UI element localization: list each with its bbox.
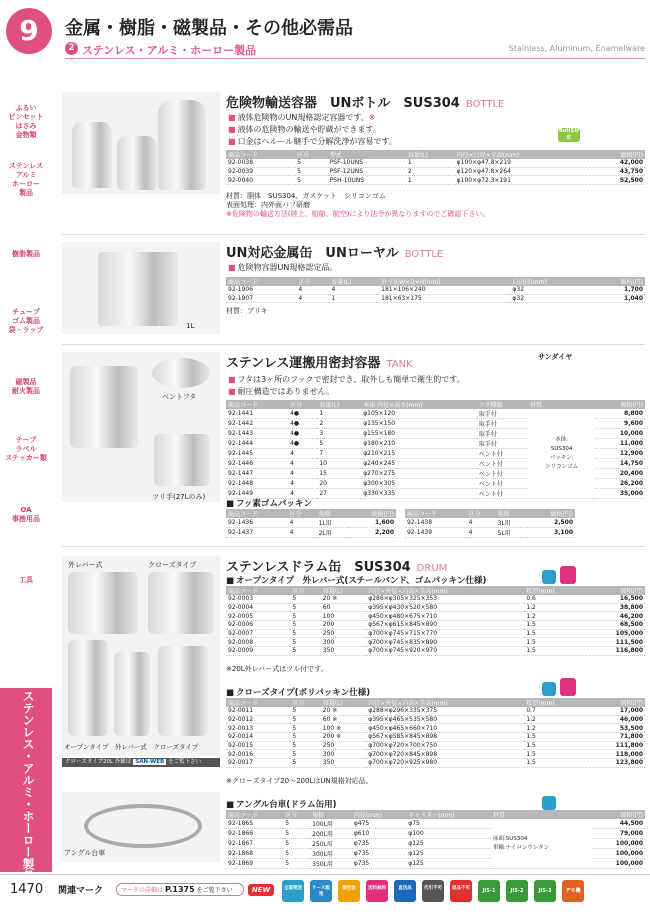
drum-open-note: ※20L外レバー式はツル付です。 [226,665,328,673]
can-body [98,252,178,326]
un-bottle-bullet: ■ 口金はヘルール継手で分解洗浄が容易です。 [228,136,397,147]
table-row: 92-0040 5 PSH-10UNS 1 φ100×φ72.3×191 52,500 [228,176,643,184]
table-row: 92-0013 5 100 ※ φ450×φ465×660×710 1.2 53,500 [228,724,643,732]
section-header [65,42,645,59]
drum-lever [114,652,150,736]
side-nav-item-tools[interactable]: ふるい ピンセット はさみ 金物類 [8,104,44,139]
table-row: 92-0004 5 60 φ395×φ430×520×580 1.2 38,800 [228,604,643,612]
un-bottle-note: 材質：胴体 SUS304、ガスケット シリコンゴム [226,192,386,200]
divider [62,546,645,547]
table-row: 92-0006 5 200 φ567×φ615×845×890 1.5 68,500 [228,621,643,629]
cart-caption: アングル台車 [64,849,106,857]
page-title: 金属・樹脂・磁製品・その他必需品 [65,18,353,39]
table-row: 92-0016 5 300 φ700×φ720×845×898 1.5 118,000 [228,750,643,758]
tank-bullet: ■ フタは3ヶ所のフックで密封でき、取外しも簡単で衛生的です。 [228,374,465,385]
un-royal-table: 商品コード 区分 容量(L) 外寸法W×D×H(mm) 口内径(mm) 価格(円) 92-1906 4 4 181×106×240 φ32 1,700 92-1907 4 1 181×63×175 φ32 1,040 [228,279,643,303]
jis2-icon: JIS-2 [506,880,528,902]
cart-ring [84,804,202,848]
packing-table-right: 商品コード 区分 規格 価格(円) 92-1438 4 3L用 2,500 92-1439 4 5L用 3,100 [407,511,573,537]
table-row: 92-1906 4 4 181×106×240 φ32 1,700 [228,286,643,294]
un-bottle-bullet: ■ 液体の危険物の輸送や貯蔵ができます。 [228,124,381,135]
nationwide-icon [542,682,556,696]
cod-unavailable-icon: 代引不可 [422,880,444,902]
direct-ship-icon: 直送品 [394,880,416,902]
table-row: 92-1443 4● 3 φ155×180 取手付 10,000 [228,430,643,438]
drum-closed-note: ※クローズタイプ20〜200LはUN規格対応品。 [226,777,373,785]
tank-title: ステンレス運搬用密封容器 TANK [226,356,413,371]
un-royal-image [62,242,220,334]
free-shipping-mark-icon: 送料無料 [366,880,388,902]
table-row: 92-1445 4 7 φ210×215 ベント付 12,900 [228,450,643,458]
free-shipping-icon [560,566,576,584]
packing-title: ■ フッ素ゴムパッキン [226,497,312,509]
demo-unit-icon: デモ機 [562,880,584,902]
tank-brand: サンダイヤ [538,353,573,361]
table-row: 92-0009 5 350 φ700×φ745×920×970 1.5 116,800 [228,647,643,655]
table-row: 92-1867 5 250L用 φ735 φ125 100,000 [228,840,643,848]
un-bottle-warning: ※危険物の輸送方法(陸上、船舶、航空)により法令が異なりますのでご確認下さい。 [226,210,490,218]
table-row: 92-1436 4 1L用 1,600 [228,519,394,527]
drum-caption-lever: 外レバー式 [68,561,103,569]
mark-detail-box[interactable]: マークの詳細は P.1375 をご覧下さい [116,883,244,896]
un-royal-material: 材質：ブリキ [226,307,268,315]
drum-closed-title: ■ クローズタイプ(ポリパッキン仕様) [226,686,370,698]
table-row: 92-1449 4 27 φ330×335 ベント付 35,000 [228,490,643,498]
jis1-icon: JIS-1 [478,880,500,902]
table-row: 92-1869 5 350L用 φ735 φ125 100,000 [228,860,643,868]
table-row: 92-1444 4● 5 φ180×210 取手付 11,000 [228,440,643,448]
un-bottle-note: 表面処理：内外面バフ研磨 [226,201,310,209]
related-marks-label: 関連マーク [58,886,104,896]
side-nav-active-label[interactable]: ステンレス・アルミ・ホーロー製品 [21,690,35,882]
divider [62,344,645,345]
side-nav-item-stainless[interactable]: ステンレス アルミ ホーロー 製品 [8,162,44,197]
table-row: 92-1437 4 2L用 2,200 [228,529,394,537]
table-row: 92-1441 4● 1 φ105×120 取手付 本体: SUS304 パッキン: シリコンゴム 8,800 [226,409,645,419]
case-sale-icon: ケース販売 [310,880,332,902]
table-row: 92-1446 4 10 φ240×245 ベント付 14,750 [228,460,643,468]
new-icon: NEW [248,884,274,896]
table-row: 92-1866 5 200L用 φ610 φ100 79,000 [228,830,643,838]
jis3-icon: JIS-3 [534,880,556,902]
chapter-badge: 9 [6,8,52,54]
individual-pack-icon: 個包装 [338,880,360,902]
nationwide-icon [542,570,556,584]
drum-caption-bottom: オープンタイプ 外レバー式 クローズタイプ [64,743,199,751]
footer-divider [0,874,650,875]
tank-table: 商品コード 区分 容量(L) 本体 内径×高さ(mm) フタ種類 材質 価格(円) 92-1441 4● 1 φ105×120 取手付 本体: SUS304 パッキン: シリコンゴム 8,800 92-1442 4● 2 φ135×150 取手付 9,600 92-1443 4● 3 φ155×180 取手付 10,000 92-1444 4● 5 φ180×210 取手付 11,000 92-1445 4 7 φ210×215 ベント付 12,900 92-1446 4 10 φ240×245 ベント付 14,750 92-1447 4 15 φ270×275 ベント付 20,400 92-1448 4 20 φ300×305 ベント付 26,200 92-1449 4 27 φ330×335 ベント付 35,000 [228,402,643,498]
free-shipping-icon [560,678,576,696]
page-number: 1470 [10,882,44,897]
table-row: 92-1439 4 5L用 3,100 [407,529,573,537]
section-title-en: Stainless, Aluminum, Enamelware [508,44,645,53]
un-royal-title: UN対応金属缶 UNローヤル BOTTLE [226,246,444,261]
table-row: 92-0015 5 250 φ700×φ720×700×750 1.5 111,800 [228,742,643,750]
drum-closed-table: 商品コード 区分 容量(L) 内径×外径×内高×全高(mm) 板厚(mm) 価格(円) 92-0011 5 20 ※ φ288×φ296×335×375 0.7 17,000 92-0012 5 60 ※ φ395×φ465×535×580 1.2 46,000 92-0013 5 100 ※ φ450×φ465×660×710 1.2 53,500 92-0014 5 200 ※ φ567×φ585×845×898 1.5 71,800 92-0015 5 250 φ700×φ720×700×750 1.5 111,800 92-0016 5 300 φ700×φ720×845×898 1.5 118,000 92-0017 5 350 φ700×φ720×925×980 1.5 123,800 [228,700,643,767]
un-bottle-image [62,92,220,194]
table-row: 92-0012 5 60 ※ φ395×φ465×535×580 1.2 46,000 [228,716,643,724]
un-royal-bullet: ■ 危険物容器UN規格認定品。 [228,262,337,273]
nationwide-icon [542,796,556,810]
san-web-logo: SAN-WEB [135,759,165,765]
table-row: 92-1442 4● 2 φ135×150 取手付 9,600 [228,420,643,428]
table-row: 92-1447 4 15 φ270×275 ベント付 20,400 [228,470,643,478]
no-return-icon: 返品不可 [450,880,472,902]
un-bottle-title: 危険物輸送容器 UNボトル SUS304 BOTTLE [226,96,505,111]
tank-body [70,366,138,448]
cart-image [62,792,220,862]
side-nav-item-tube[interactable]: チューブ ゴム製品 袋・ラップ [8,308,44,334]
side-nav-item-ceramic[interactable]: 磁製品 耐火製品 [12,378,40,395]
un-bottle-table: 商品コード 区分 型式 容量(L) 内径×口径×全高(mm) 価格(円) 92-0038 5 PSF-10UNS 1 φ100×φ47.8×219 42,000 92-0039 5 PSF-12UNS 2 φ120×φ47.8×264 43,750 92-0040 5 PSH-10UNS 1 φ100×φ72.3×191 52,500 [228,152,643,184]
drum-open-title: ■ オープンタイプ 外レバー式(スチールバンド、ゴムパッキン仕様) [226,574,486,586]
rohs-badge: RoHS対応 [558,128,580,141]
section-title: ステンレス・アルミ・ホーロー製品 [82,44,257,57]
drum-title: ステンレスドラム缶 SUS304 DRUM [226,560,448,575]
divider [62,234,645,235]
table-row: 92-0017 5 350 φ700×φ720×925×980 1.5 123,800 [228,759,643,767]
table-row: 92-0007 5 250 φ700×φ745×715×770 1.5 105,000 [228,630,643,638]
cart-table: 商品コード 区分 規格 内径(mm) キャスター(mm) 材質 価格(円) 92-1865 5 100L用 φ475 φ75 床面:SUS304 車輪:ナイロンウレタン 44,500 92-1866 5 200L用 φ610 φ100 79,000 92-1867 5 250L用 φ735 φ125 100,000 92-1868 5 300L用 φ735 φ125 100,000 92-1869 5 350L用 φ735 φ125 100,000 [228,812,643,868]
un-royal-caption: 1L [186,322,195,330]
tank-image [62,352,220,502]
drum-image [62,556,220,756]
table-row: 92-0003 5 20 ※ φ286×φ305×325×353 0.6 16,500 [228,595,643,603]
drum-open-top [68,572,138,634]
closed-note-bar: クローズタイプ20L 外観は SAN-WEB をご覧下さい [62,758,220,767]
side-nav-item-resin[interactable]: 樹脂製品 [12,250,40,258]
table-row: 92-1438 4 3L用 2,500 [407,519,573,527]
drum-closed-top [148,572,214,634]
table-row: 92-0039 5 PSF-12UNS 2 φ120×φ47.8×264 43,750 [228,168,643,176]
section-number: 2 [65,42,78,55]
side-nav-item-tool[interactable]: 工具 [19,576,33,584]
table-row: 92-1868 5 300L用 φ735 φ125 100,000 [228,850,643,858]
table-row: 92-0008 5 300 φ700×φ745×835×890 1.5 111,500 [228,638,643,646]
tank-caption-lid: ベントフタ [162,393,197,401]
side-nav-item-tape[interactable]: テープ ラベル ステッカー類 [5,436,47,462]
table-row: 92-0014 5 200 ※ φ567×φ585×845×898 1.5 71,800 [228,733,643,741]
side-nav-item-oa[interactable]: OA 事務用品 [12,506,40,523]
table-row: 92-0005 5 100 φ450×φ480×675×710 1.2 46,200 [228,612,643,620]
tank-lid [152,358,210,388]
packing-table-left: 商品コード 区分 規格 価格(円) 92-1436 4 1L用 1,600 92-1437 4 2L用 2,200 [228,511,394,537]
drum-open-table: 商品コード 区分 容量(L) 内径×外径×内高×全高(mm) 板厚(mm) 価格(円) 92-0003 5 20 ※ φ286×φ305×325×353 0.6 16,500 92-0004 5 60 φ395×φ430×520×580 1.2 38,800 92-0005 5 100 φ450×φ480×675×710 1.2 46,200 92-0006 5 200 φ567×φ615×845×890 1.5 68,500 92-0007 5 250 φ700×φ745×715×770 1.5 105,000 92-0008 5 300 φ700×φ745×835×890 1.5 111,500 92-0009 5 350 φ700×φ745×920×970 1.5 116,800 [228,588,643,655]
bottle-medium [117,136,157,190]
table-row: 92-0038 5 PSF-10UNS 1 φ100×φ47.8×219 42,000 [228,159,643,167]
nationwide-mark-icon: 全国発送 [282,880,304,902]
cart-title: ■ アングル台車(ドラム缶用) [226,798,336,810]
drum-closed [158,646,208,736]
un-bottle-bullet: ■ 液体危険物のUN規格認定容器です。※ [228,112,375,123]
bottle-large [158,100,206,190]
tank-bullet: ■ 耐圧構造ではありません。 [228,386,334,397]
bottle-small [72,122,112,188]
table-row: 92-0011 5 20 ※ φ288×φ296×335×375 0.7 17,000 [228,707,643,715]
table-row: 92-1907 4 1 181×63×175 φ32 1,040 [228,295,643,303]
drum-caption-closed: クローズタイプ [148,561,197,569]
tank-handle [154,434,210,486]
tank-caption-handle: ツリ手(27Lのみ) [152,493,206,501]
table-row: 92-1865 5 100L用 φ475 φ75 床面:SUS304 車輪:ナイロンウレタン 44,500 [226,819,645,829]
table-row: 92-1448 4 20 φ300×305 ベント付 26,200 [228,480,643,488]
drum-open [68,640,108,736]
